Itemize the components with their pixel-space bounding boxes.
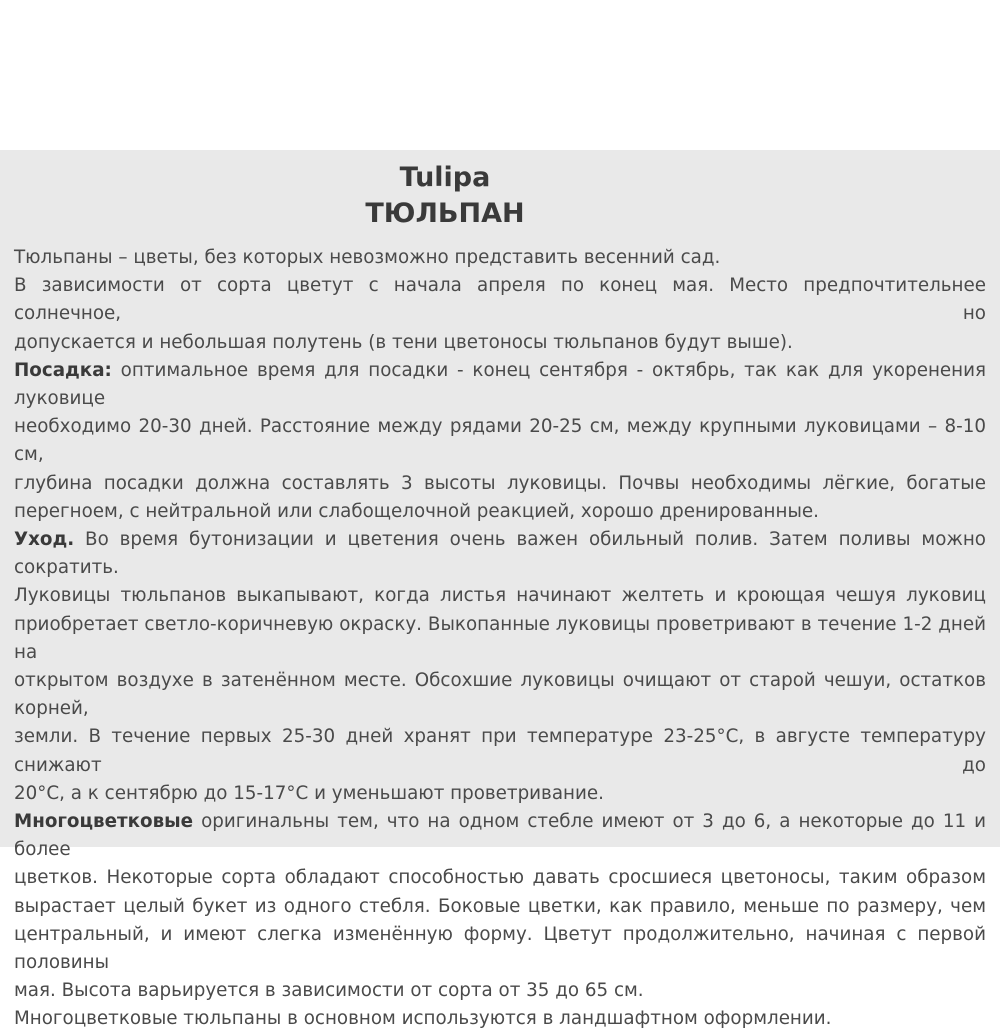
intro-line: допускается и небольшая полутень (в тени цветоносы тюльпанов будут выше).	[14, 331, 793, 353]
multiflower-line	[14, 808, 986, 864]
care-line: Луковицы тюльпанов выкапывают, когда листья начинают желтеть и кроющая чешуя луковиц	[14, 585, 986, 607]
care-heading: Уход.	[14, 529, 75, 551]
intro-line: Тюльпаны – цветы, без которых невозможно представить весенний сад.	[14, 247, 721, 268]
planting-line: перегноем, с нейтральной или слабощелочной реакцией, хорошо дренированные.	[14, 500, 819, 522]
product-label	[0, 150, 1000, 1030]
multiflower-line: цветков. Некоторые сорта обладают способностью давать сросшиеся цветоносы, таким образом	[14, 867, 986, 889]
care-line	[14, 526, 986, 582]
planting-heading: Посадка:	[14, 359, 112, 381]
multiflower-line: мая. Высота варьируется в зависимости от сорта от 35 до 65 см.	[14, 980, 644, 1002]
care-line: 20°С, а к сентябрю до 15-17°С и уменьшают проветривание.	[14, 782, 604, 804]
latin-name-title: Tulipa	[399, 162, 491, 193]
multiflower-heading: Многоцветковые	[14, 811, 194, 833]
description-text	[14, 244, 986, 1034]
care-text: Во время бутонизации и цветения очень важен обильный полив. Затем поливы можно сократить.	[14, 529, 986, 579]
multiflower-text: оригинальны тем, что на одном стебле имеют от 3 до 6, а некоторые до 11 и более	[14, 811, 986, 861]
planting-line: необходимо 20-30 дней. Расстояние между рядами 20-25 см, между крупными луковицами – 8-10 см,	[14, 416, 986, 466]
planting-line	[14, 357, 986, 413]
russian-name-title: ТЮЛЬПАН	[365, 198, 525, 229]
planting-line: глубина посадки должна составлять 3 высоты луковицы. Почвы необходимы лёгкие, богатые	[14, 472, 986, 494]
multiflower-line: центральный, и имеют слегка изменённую форму. Цветут продолжительно, начиная с первой половины	[14, 923, 986, 974]
planting-text: оптимальное время для посадки - конец сентября - октябрь, так как для укоренения луковице	[14, 359, 986, 410]
care-line: приобретает светло-коричневую окраску. Выкопанные луковицы проветривают в течение 1-2 дней на	[14, 613, 986, 663]
care-line: земли. В течение первых 25-30 дней хранят при температуре 23-25°С, в августе температуру снижают до	[14, 726, 986, 776]
multiflower-line: Многоцветковые тюльпаны в основном используются в ландшафтном оформлении.	[14, 1008, 832, 1030]
care-line: открытом воздухе в затенённом месте. Обсохшие луковицы очищают от старой чешуи, остатков корней,	[14, 670, 986, 720]
intro-line: В зависимости от сорта цветут с начала апреля по конец мая. Место предпочтительнее солнечное, но	[14, 275, 986, 325]
multiflower-line: вырастает целый букет из одного стебля. Боковые цветки, как правило, меньше по размеру, чем	[14, 895, 986, 917]
